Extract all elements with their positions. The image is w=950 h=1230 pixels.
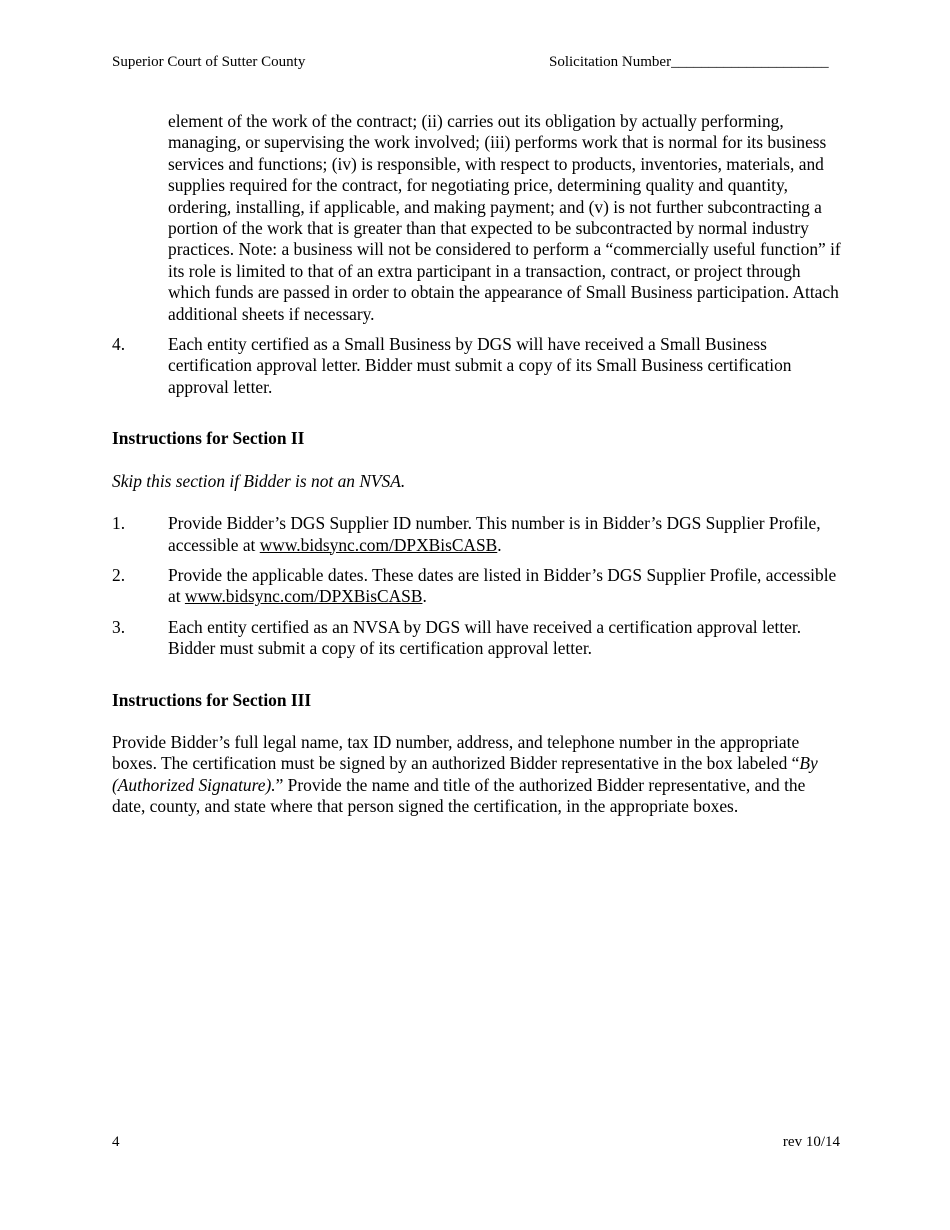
bidsync-link[interactable]: www.bidsync.com/DPXBisCASB bbox=[259, 534, 498, 555]
court-name: Superior Court of Sutter County bbox=[112, 54, 306, 70]
item-text: Provide Bidder’s DGS Supplier ID number. This number is in Bidder’s DGS Supplier Profile, accessible at www.bidsync.com/DPXBisCASB. bbox=[168, 513, 821, 555]
section-ii-item-1 bbox=[112, 513, 842, 556]
section-ii-heading: Instructions for Section II bbox=[112, 428, 305, 449]
item-number: 1. bbox=[112, 513, 126, 534]
section-i-continued-paragraph: element of the work of the contract; (ii) carries out its obligation by actually performing, managing, or supervising the work involved; (iii) performs work that is normal for its business services and functions; (iv) is responsible, with respect to products, inventories, materials, and supplies required for the contract, for negotiating price, determining quality and quantity, ordering, installing, if applicable, and making payment; and (v) is not further subcontracting a portion of the work that is greater than that expected to be subcontracted by normal industry practices. Note: a business will not be considered to perform a “commercially useful function” if its role is limited to that of an extra participant in a transaction, contract, or project through which funds are passed in order to obtain the appearance of Small Business participation. Attach additional sheets if necessary. bbox=[168, 111, 841, 324]
section-i-item-4 bbox=[112, 334, 842, 398]
item-number: 3. bbox=[112, 616, 126, 637]
section-iii-paragraph: Provide Bidder’s full legal name, tax ID number, address, and telephone number in the appropriate boxes. The certification must be signed by an authorized Bidder representative in the box labeled “By (Authorized Signature).” Provide the name and title of the authorized Bidder representative, and the date, county, and state where that person signed the certification, in the appropriate boxes. bbox=[112, 731, 818, 817]
section-ii-skip-note: Skip this section if Bidder is not an NVSA. bbox=[112, 470, 406, 491]
page-number: 4 bbox=[112, 1134, 120, 1150]
item-text: Each entity certified as an NVSA by DGS will have received a certification approval letter. Bidder must submit a copy of its certification approval letter. bbox=[168, 616, 802, 659]
solicitation-number-field: Solicitation Number_____________________ bbox=[549, 54, 829, 70]
page-header bbox=[112, 54, 840, 74]
section-ii-item-3 bbox=[112, 617, 842, 660]
item-text: Each entity certified as a Small Business by DGS will have received a Small Business certification approval letter. Bidder must submit a copy of its Small Business certification approval letter. bbox=[168, 334, 792, 397]
page-content bbox=[112, 111, 842, 818]
item-number: 4. bbox=[112, 334, 126, 355]
page-footer bbox=[112, 1134, 840, 1154]
item-text: Provide the applicable dates. These dates are listed in Bidder’s DGS Supplier Profile, accessible at www.bidsync.com/DPXBisCASB. bbox=[168, 564, 837, 607]
section-ii-item-2 bbox=[112, 565, 842, 608]
signature-label: By (Authorized Signature). bbox=[112, 753, 818, 795]
revision-label: rev 10/14 bbox=[782, 1134, 840, 1150]
bidsync-link[interactable]: www.bidsync.com/DPXBisCASB bbox=[184, 586, 423, 607]
section-iii-heading: Instructions for Section III bbox=[112, 689, 312, 710]
item-number: 2. bbox=[112, 564, 126, 585]
